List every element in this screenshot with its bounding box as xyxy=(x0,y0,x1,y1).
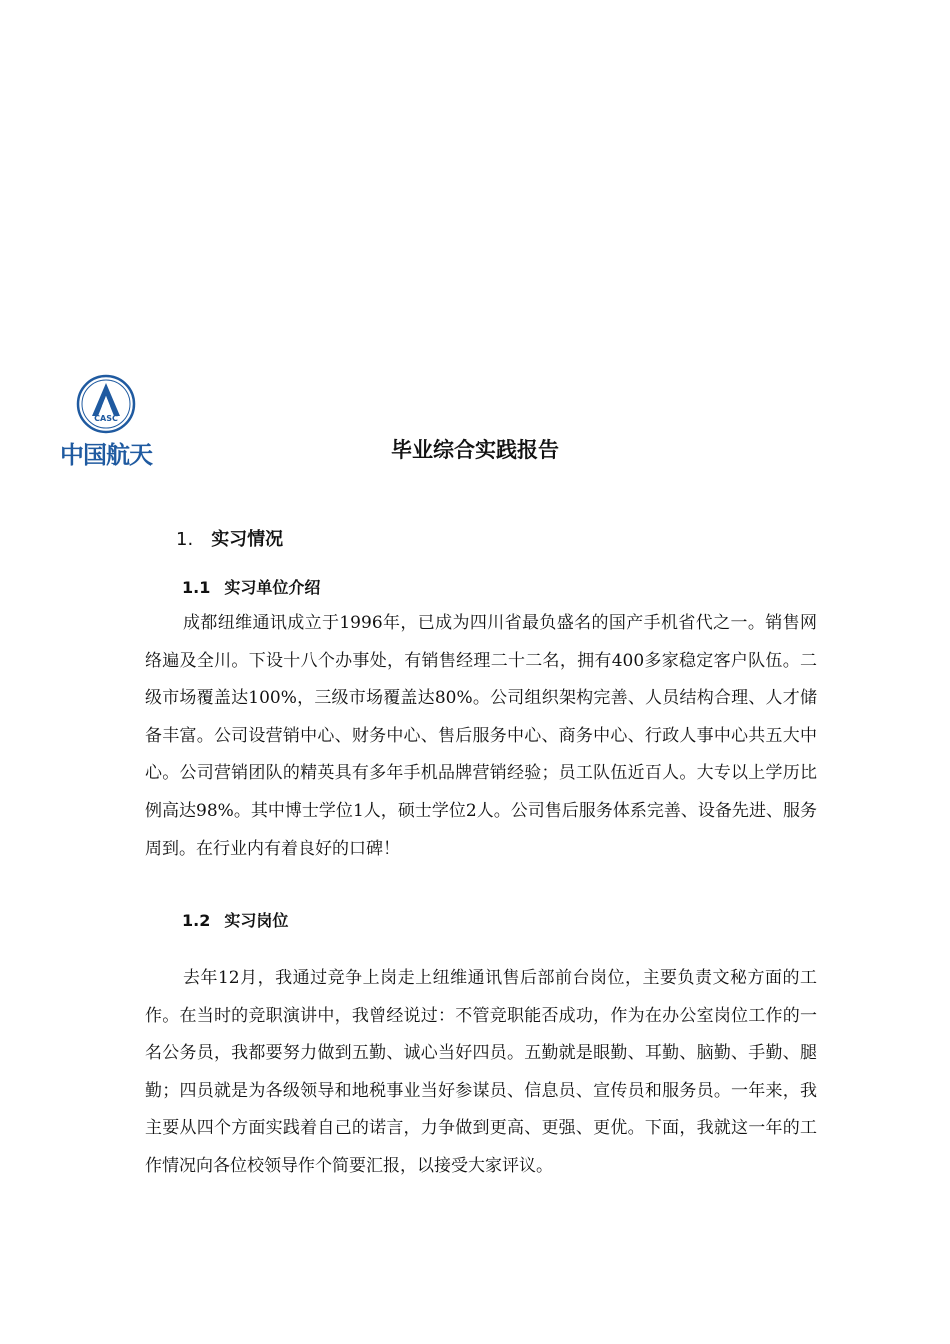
section-1-title: 实习情况 xyxy=(211,529,284,550)
section-1-1-title: 实习单位介绍 xyxy=(224,578,321,597)
casc-emblem-text: CASC xyxy=(94,414,118,423)
casc-emblem-icon xyxy=(76,374,136,434)
internship-position-paragraph: 去年12月，我通过竞争上岗走上纽维通讯售后部前台岗位，主要负责文秘方面的工作。在当时的竞职演讲中，我曾经说过：不管竞职能否成功，作为在办公室岗位工作的一名公务员，我都要努力做到五勤、诚心当好四员。五勤就是眼勤、耳勤、脑勤、手勤、腿勤；四员就是为各级领导和地税事业当好参谋员、信息员、宣传员和服务员。一年来，我主要从四个方面实践着自己的诺言，力争做到更高、更强、更优。下面，我就这一年的工作情况向各位校领导作个简要汇报，以接受大家评议。 xyxy=(145,968,817,1176)
casc-wordmark: 中国航天 xyxy=(60,441,152,469)
company-intro-paragraph: 成都纽维通讯成立于1996年，已成为四川省最负盛名的国产手机省代之一。销售网络遍及全川。下设十八个办事处，有销售经理二十二名，拥有400多家稳定客户队伍。二级市场覆盖达100%，三级市场覆盖达80%。公司组织架构完善、人员结构合理、人才储备丰富。公司设营销中心、财务中心、售后服务中心、商务中心、行政人事中心共五大中心。公司营销团队的精英具有多年手机品牌营销经验；员工队伍近百人。大专以上学历比例高达98%。其中博士学位1人，硕士学位2人。公司售后服务体系完善、设备先进、服务周到。在行业内有着良好的口碑！ xyxy=(145,613,817,859)
section-1-heading xyxy=(176,525,283,555)
section-1-number: 1. xyxy=(176,529,194,550)
document-title: 毕业综合实践报告 xyxy=(391,438,559,462)
section-1-1-heading xyxy=(182,575,320,601)
section-1-2-number: 1.2 xyxy=(182,911,211,930)
section-1-1-number: 1.1 xyxy=(182,578,211,597)
section-1-2-title: 实习岗位 xyxy=(224,911,289,930)
section-1-2-heading xyxy=(182,908,288,934)
